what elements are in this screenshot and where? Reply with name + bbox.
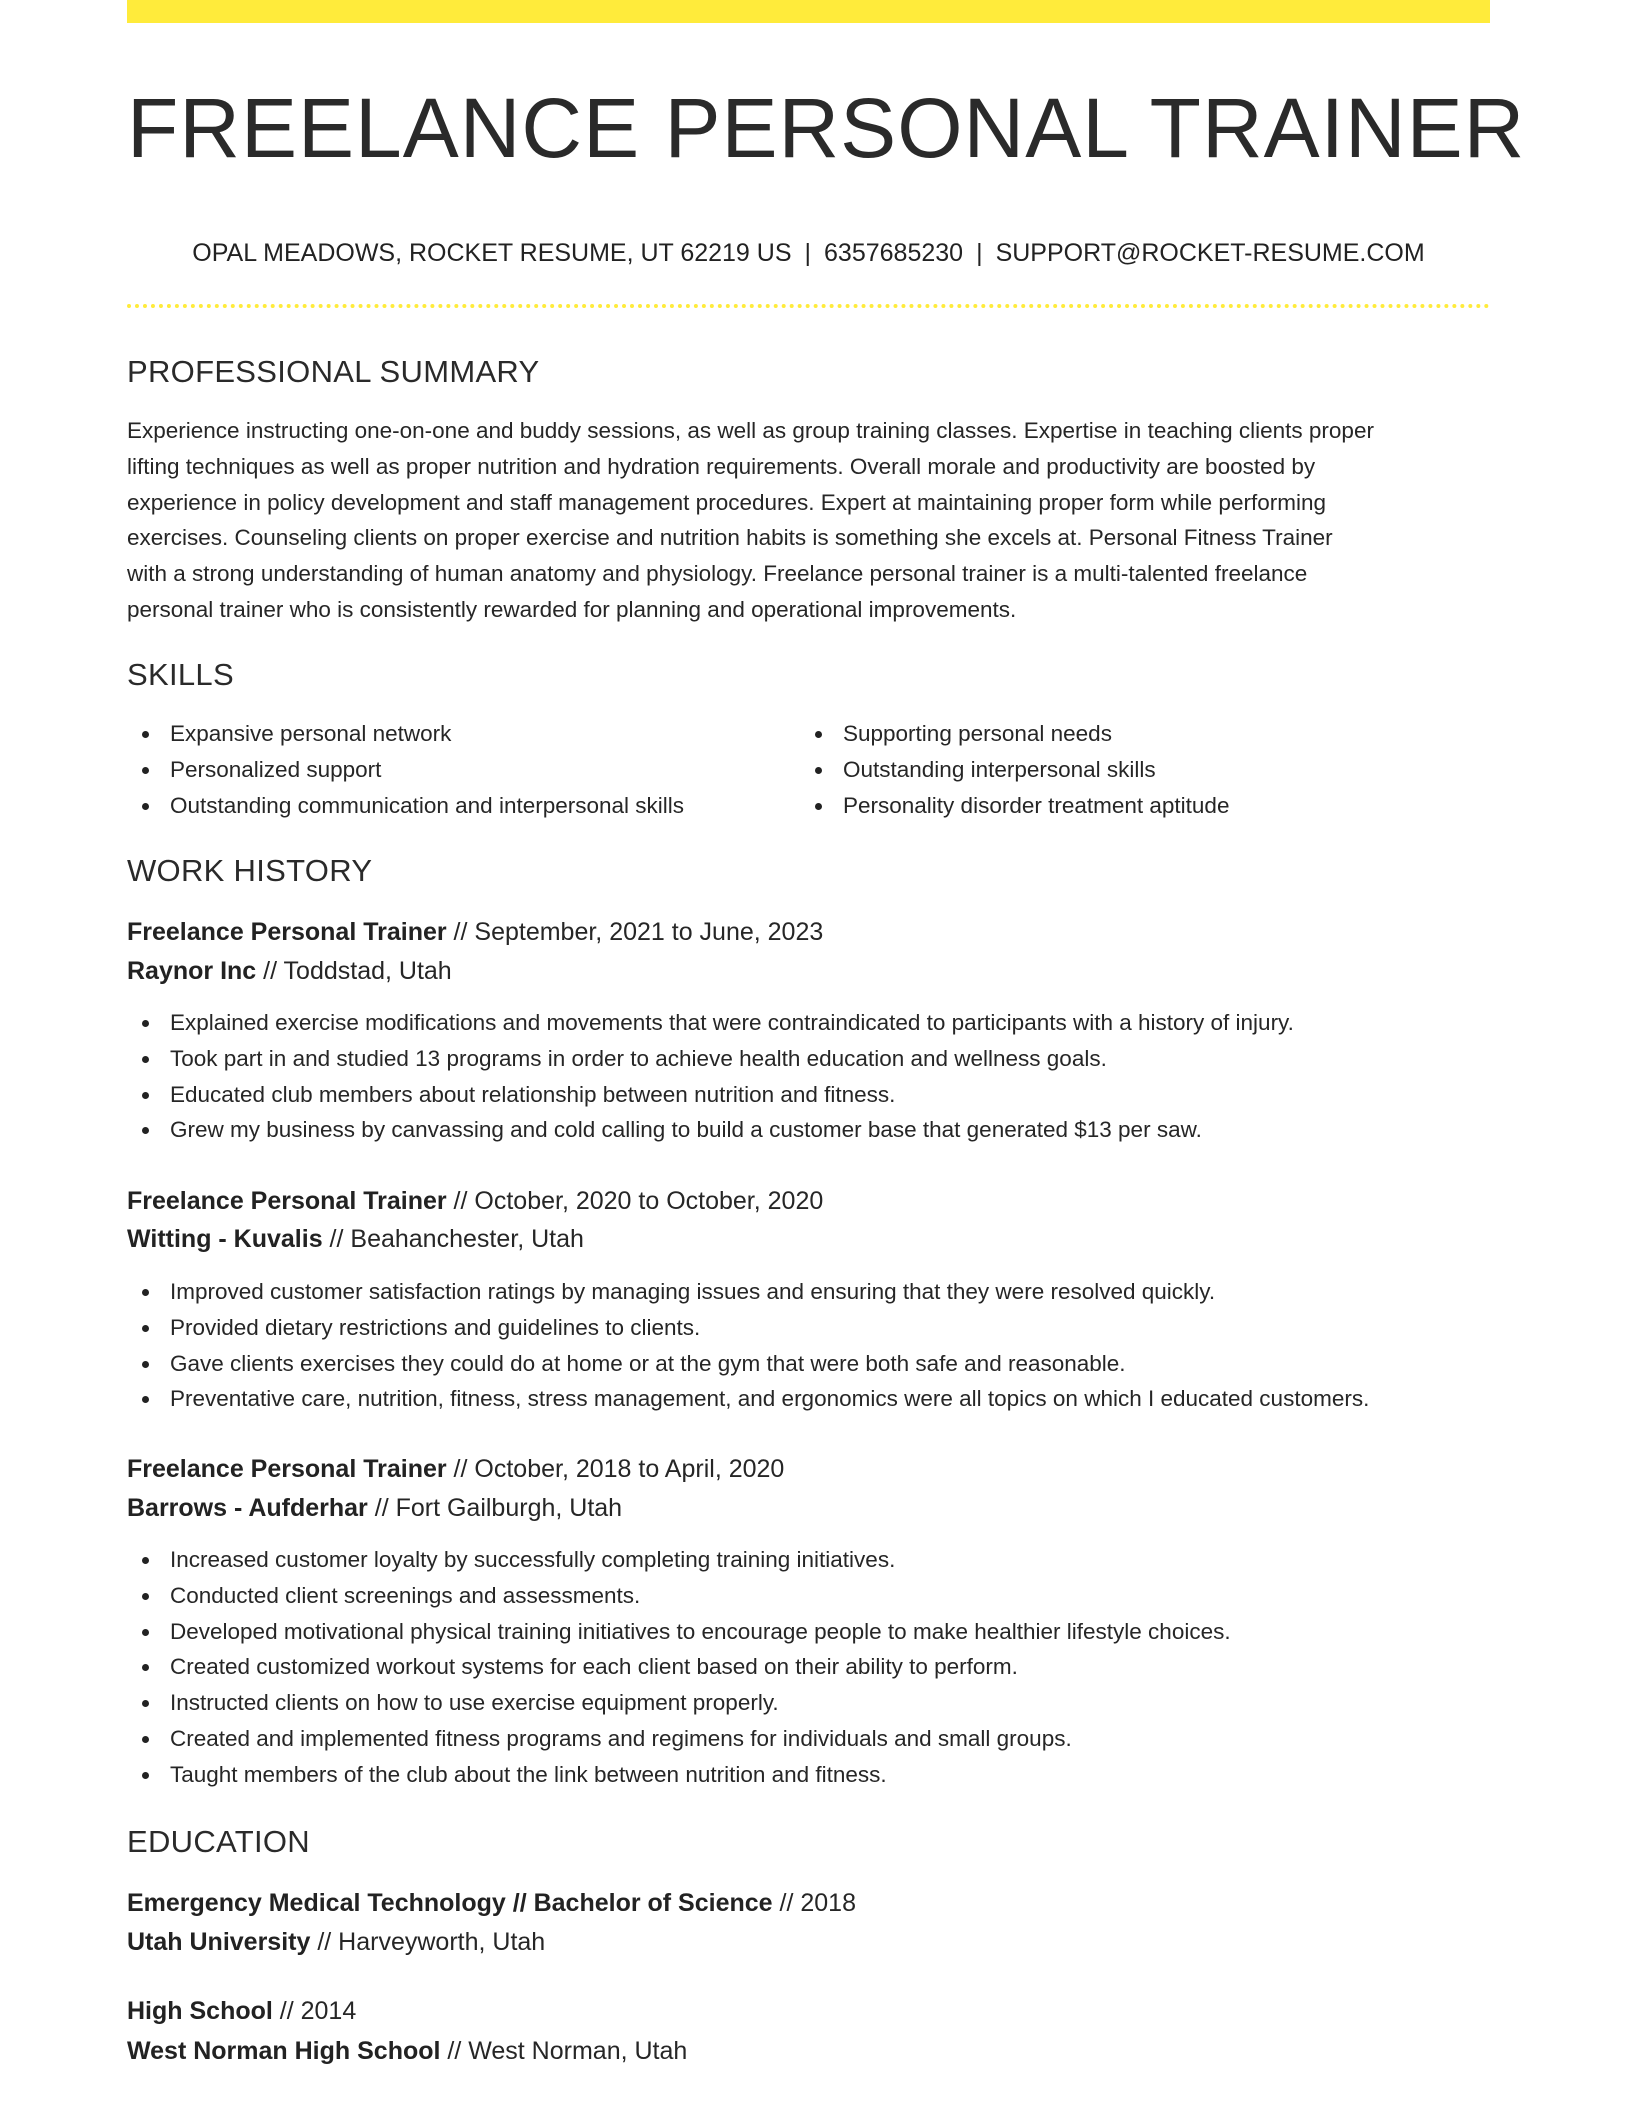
job-company-line	[127, 951, 1490, 991]
job-location: // Fort Gailburgh, Utah	[367, 1494, 623, 1522]
summary-line: personal trainer who is consistently rewarded for planning and operational improvements.	[127, 596, 1017, 622]
job-title-line	[127, 1181, 1490, 1221]
job-bullet: Instructed clients on how to use exercise equipment properly.	[127, 1685, 1231, 1721]
job-company: Barrows - Aufderhar	[127, 1494, 368, 1522]
summary-line: Experience instructing one-on-one and buddy sessions, as well as group training classes. Expertise in teaching clients proper	[127, 418, 1374, 443]
job-bullet: Explained exercise modifications and movements that were contraindicated to participants with a history of injury.	[127, 1005, 1294, 1041]
summary-line: lifting techniques as well as proper nutrition and hydration requirements. Overall morale and productivity are boosted by	[127, 453, 1316, 479]
job-company-line	[127, 1219, 1490, 1259]
education-degree-line	[127, 1991, 1490, 2031]
job-bullet: Created and implemented fitness programs and regimens for individuals and small groups.	[127, 1721, 1231, 1757]
job-bullet: Increased customer loyalty by successfully completing training initiatives.	[127, 1542, 1231, 1578]
education-location: // Harveyworth, Utah	[310, 1928, 546, 1956]
resume-name-title: FREELANCE PERSONAL TRAINER	[127, 81, 1526, 175]
education-location: // West Norman, Utah	[440, 2037, 688, 2065]
job-bullet: Improved customer satisfaction ratings by managing issues and ensuring that they were resolved quickly.	[127, 1274, 1369, 1310]
job-title-line	[127, 912, 1490, 952]
contact-separator: |	[976, 239, 983, 267]
job-bullet: Provided dietary restrictions and guidelines to clients.	[127, 1310, 1369, 1346]
skill-item: Personalized support	[127, 752, 684, 788]
summary-heading: PROFESSIONAL SUMMARY	[127, 354, 540, 389]
education-school: Utah University	[127, 1928, 311, 1956]
work-history-heading: WORK HISTORY	[127, 853, 373, 888]
job-bullet: Gave clients exercises they could do at home or at the gym that were both safe and reasonable.	[127, 1346, 1369, 1382]
job-bullets	[127, 1274, 1369, 1417]
education-year: // 2018	[772, 1889, 856, 1917]
skills-list-left	[127, 716, 684, 823]
job-location: // Beahanchester, Utah	[322, 1225, 584, 1253]
skill-item: Supporting personal needs	[800, 716, 1229, 752]
skills-heading: SKILLS	[127, 657, 234, 692]
job-dates: // September, 2021 to June, 2023	[446, 918, 824, 946]
job-bullet: Educated club members about relationship between nutrition and fitness.	[127, 1077, 1294, 1113]
job-bullet: Conducted client screenings and assessments.	[127, 1578, 1231, 1614]
education-year: // 2014	[272, 1997, 357, 2025]
skill-item: Outstanding interpersonal skills	[800, 752, 1229, 788]
job-role: Freelance Personal Trainer	[127, 1187, 447, 1215]
education-school-line	[127, 1922, 1490, 1962]
job-bullets	[127, 1005, 1294, 1148]
contact-address: OPAL MEADOWS, ROCKET RESUME, UT 62219 US	[192, 239, 792, 267]
skill-item: Personality disorder treatment aptitude	[800, 788, 1229, 824]
contact-line	[127, 236, 1490, 270]
education-degree-line	[127, 1883, 1490, 1923]
job-bullet: Preventative care, nutrition, fitness, stress management, and ergonomics were all topics on which I educated customers.	[127, 1381, 1369, 1417]
dotted-divider	[127, 304, 1490, 308]
skill-item: Outstanding communication and interpersonal skills	[127, 788, 684, 824]
job-bullet: Taught members of the club about the link between nutrition and fitness.	[127, 1757, 1231, 1793]
job-company: Witting - Kuvalis	[127, 1225, 323, 1253]
skills-list-right	[800, 716, 1229, 823]
job-location: // Toddstad, Utah	[256, 957, 452, 985]
summary-line: experience in policy development and staff management procedures. Expert at maintaining proper form while performing	[127, 489, 1326, 515]
job-company-line	[127, 1488, 1490, 1528]
education-school: West Norman High School	[127, 2037, 441, 2065]
job-bullet: Developed motivational physical training initiatives to encourage people to make healthier lifestyle choices.	[127, 1614, 1231, 1650]
summary-paragraph	[127, 413, 1490, 628]
education-heading: EDUCATION	[127, 1824, 310, 1859]
contact-email: SUPPORT@ROCKET-RESUME.COM	[995, 239, 1425, 267]
summary-line: exercises. Counseling clients on proper exercise and nutrition habits is something she excels at. Personal Fitness Trainer	[127, 525, 1333, 551]
contact-phone: 6357685230	[824, 239, 964, 267]
job-company: Raynor Inc	[127, 957, 257, 985]
education-school-line	[127, 2031, 1490, 2071]
contact-separator: |	[804, 239, 812, 267]
job-bullet: Created customized workout systems for each client based on their ability to perform.	[127, 1649, 1231, 1685]
education-degree: Emergency Medical Technology // Bachelor of Science	[127, 1889, 773, 1917]
job-dates: // October, 2018 to April, 2020	[446, 1455, 785, 1483]
job-bullets	[127, 1542, 1231, 1793]
job-dates: // October, 2020 to October, 2020	[446, 1187, 824, 1215]
job-bullet: Grew my business by canvassing and cold calling to build a customer base that generated $13 per saw.	[127, 1112, 1294, 1148]
job-title-line	[127, 1449, 1490, 1489]
job-role: Freelance Personal Trainer	[127, 1455, 447, 1483]
summary-line: with a strong understanding of human anatomy and physiology. Freelance personal trainer is a multi-talented freelance	[127, 561, 1308, 587]
job-role: Freelance Personal Trainer	[127, 918, 447, 946]
skill-item: Expansive personal network	[127, 716, 684, 752]
accent-top-bar	[127, 0, 1490, 23]
job-bullet: Took part in and studied 13 programs in order to achieve health education and wellness goals.	[127, 1041, 1294, 1077]
education-degree: High School	[127, 1997, 273, 2025]
